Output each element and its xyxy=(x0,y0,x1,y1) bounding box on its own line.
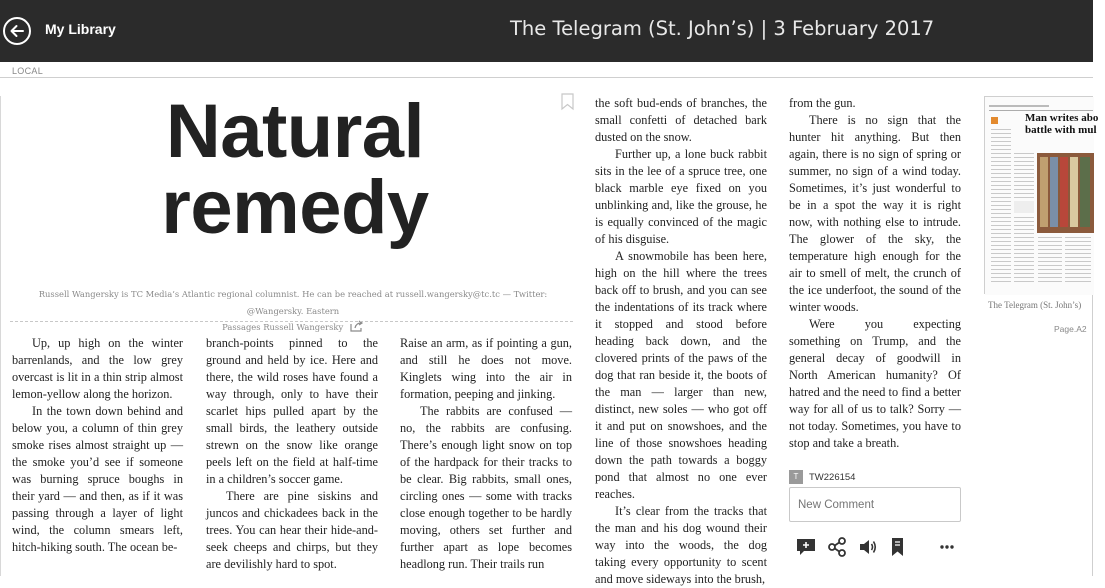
paragraph: In the town down behind and below you, a column of thin grey smoke rises almost straight up — the smoke you’d see if someone was burning spruce boughs in their yard — and then, as if it was passing through a layer of light wind, the column smears left, hitch-hiking south. The ocean be- xyxy=(12,404,183,554)
comment-user-row xyxy=(789,470,855,484)
author-credit xyxy=(10,286,576,338)
credit-line-1: Russell Wangersky is TC Media’s Atlantic regional columnist. He can be reached at russell.wangersky@tc.tc — Twitter: @Wangersky. Eastern xyxy=(38,289,548,316)
paragraph: Were you expecting something on Trump, and the general decay of goodwill in North American humanity? Of hatred and the need to find a better way for all of us to talk? Sorry — not today. Sometimes, you have to stop and take a breath. xyxy=(789,317,961,450)
user-id: TW226154 xyxy=(809,471,856,483)
credit-divider xyxy=(10,321,573,322)
thumbnail-page-number: Page.A2 xyxy=(1054,324,1087,334)
paragraph: There are pine siskins and juncos and chickadees back in the trees. You can hear their hide-and-seek cheeps and chirps, but they are devilishly hard to spot. xyxy=(206,489,378,571)
top-bar xyxy=(0,0,1093,62)
paragraph: the soft bud-ends of branches, the small confetti of detached bark dusted on the snow. xyxy=(595,96,767,144)
section-divider xyxy=(0,77,1093,78)
paragraph: The rabbits are confused — no, the rabbits are confusing. There’s enough light snow on top of the hardpack for their tracks to be clear. Big rabbits, small ones, circling ones — some with tracks close enough together to be hardly moving, others set further and further apart as lope becomes headlong run. Their trails run xyxy=(400,404,572,571)
add-comment-icon[interactable] xyxy=(795,536,817,558)
article-column-2 xyxy=(206,335,378,576)
thumbnail-caption: The Telegram (St. John’s) xyxy=(988,300,1082,310)
paragraph: It’s clear from the tracks that the man and his dog wound their way into the woods, the dog taking every opportunity to scent and move sideways into the brush, xyxy=(595,504,767,586)
paragraph: A snowmobile has been here, high on the hill where the trees back off to brush, and you can see the indentations of its track where it stopped and stood before heading back down, and the clovered prints of the paws of the dog that ran beside it, the boots of the man — larger than new, distinct, new soles — who got off it and put on snowshoes, and the line of those snowshoes heading down the path towards a boggy pond that almost no one ever reaches. xyxy=(595,249,767,501)
paragraph: Raise an arm, as if pointing a gun, and still he does not move. Kinglets wing into the air in formation, peeping and jinking. xyxy=(400,336,572,401)
paragraph: Up, up high on the winter barrenlands, and the low grey overcast is lit in a thin strip almost lemon-yellow along the horizon. xyxy=(12,336,183,401)
page-thumbnail[interactable] xyxy=(984,96,1099,294)
new-comment-input[interactable] xyxy=(789,487,961,522)
headline-line-1: Natural xyxy=(165,89,425,174)
avatar: T xyxy=(789,470,803,484)
thumbnail-headline: Man writes abo battle with mul xyxy=(1025,112,1099,136)
page-edge-left xyxy=(0,96,1,576)
bookmark-outline-icon[interactable] xyxy=(561,93,574,114)
publication-title: The Telegram (St. John’s) | 3 February 2017 xyxy=(510,17,935,40)
speaker-icon[interactable] xyxy=(857,536,879,558)
paragraph: Further up, a lone buck rabbit sits in the lee of a spruce tree, one black marble eye fixed on you unblinking and, like the grouse, he is equally convinced of the magic of his disguise. xyxy=(595,147,767,246)
my-library-link[interactable]: My Library xyxy=(45,21,116,37)
more-icon[interactable] xyxy=(936,536,958,558)
back-arrow-icon[interactable] xyxy=(3,17,31,45)
paragraph: branch-points pinned to the ground and held by ice. Here and there, the wild roses have found a way through, only to have their scarlet hips pulled apart by the small birds, the leathery outside strewn on the snow like orange peels left on the field at half-time in a children’s soccer game. xyxy=(206,336,378,486)
share-network-icon[interactable] xyxy=(826,536,848,558)
article-column-4 xyxy=(595,95,767,586)
article-headline xyxy=(60,89,530,250)
paragraph: from the gun. xyxy=(789,96,856,110)
paragraph: There is no sign that the hunter hit anything. But then again, there is no sign of spring or summer, no sign of a wind today. Sometimes, it’s just wonderful to be in a spot the way it is right now, with nothing else to intrude. The glower of the sky, the temperature high enough for the air to smell of melt, the crunch of the ice underfoot, the sound of the winter woods. xyxy=(789,113,961,314)
bookmark-icon[interactable] xyxy=(887,536,909,558)
article-column-3 xyxy=(400,335,572,576)
section-label: LOCAL xyxy=(12,66,44,76)
article-column-5 xyxy=(789,95,961,460)
headline-line-2: remedy xyxy=(161,165,429,250)
article-column-1 xyxy=(12,335,183,576)
credit-line-2: Passages Russell Wangersky xyxy=(222,322,344,332)
